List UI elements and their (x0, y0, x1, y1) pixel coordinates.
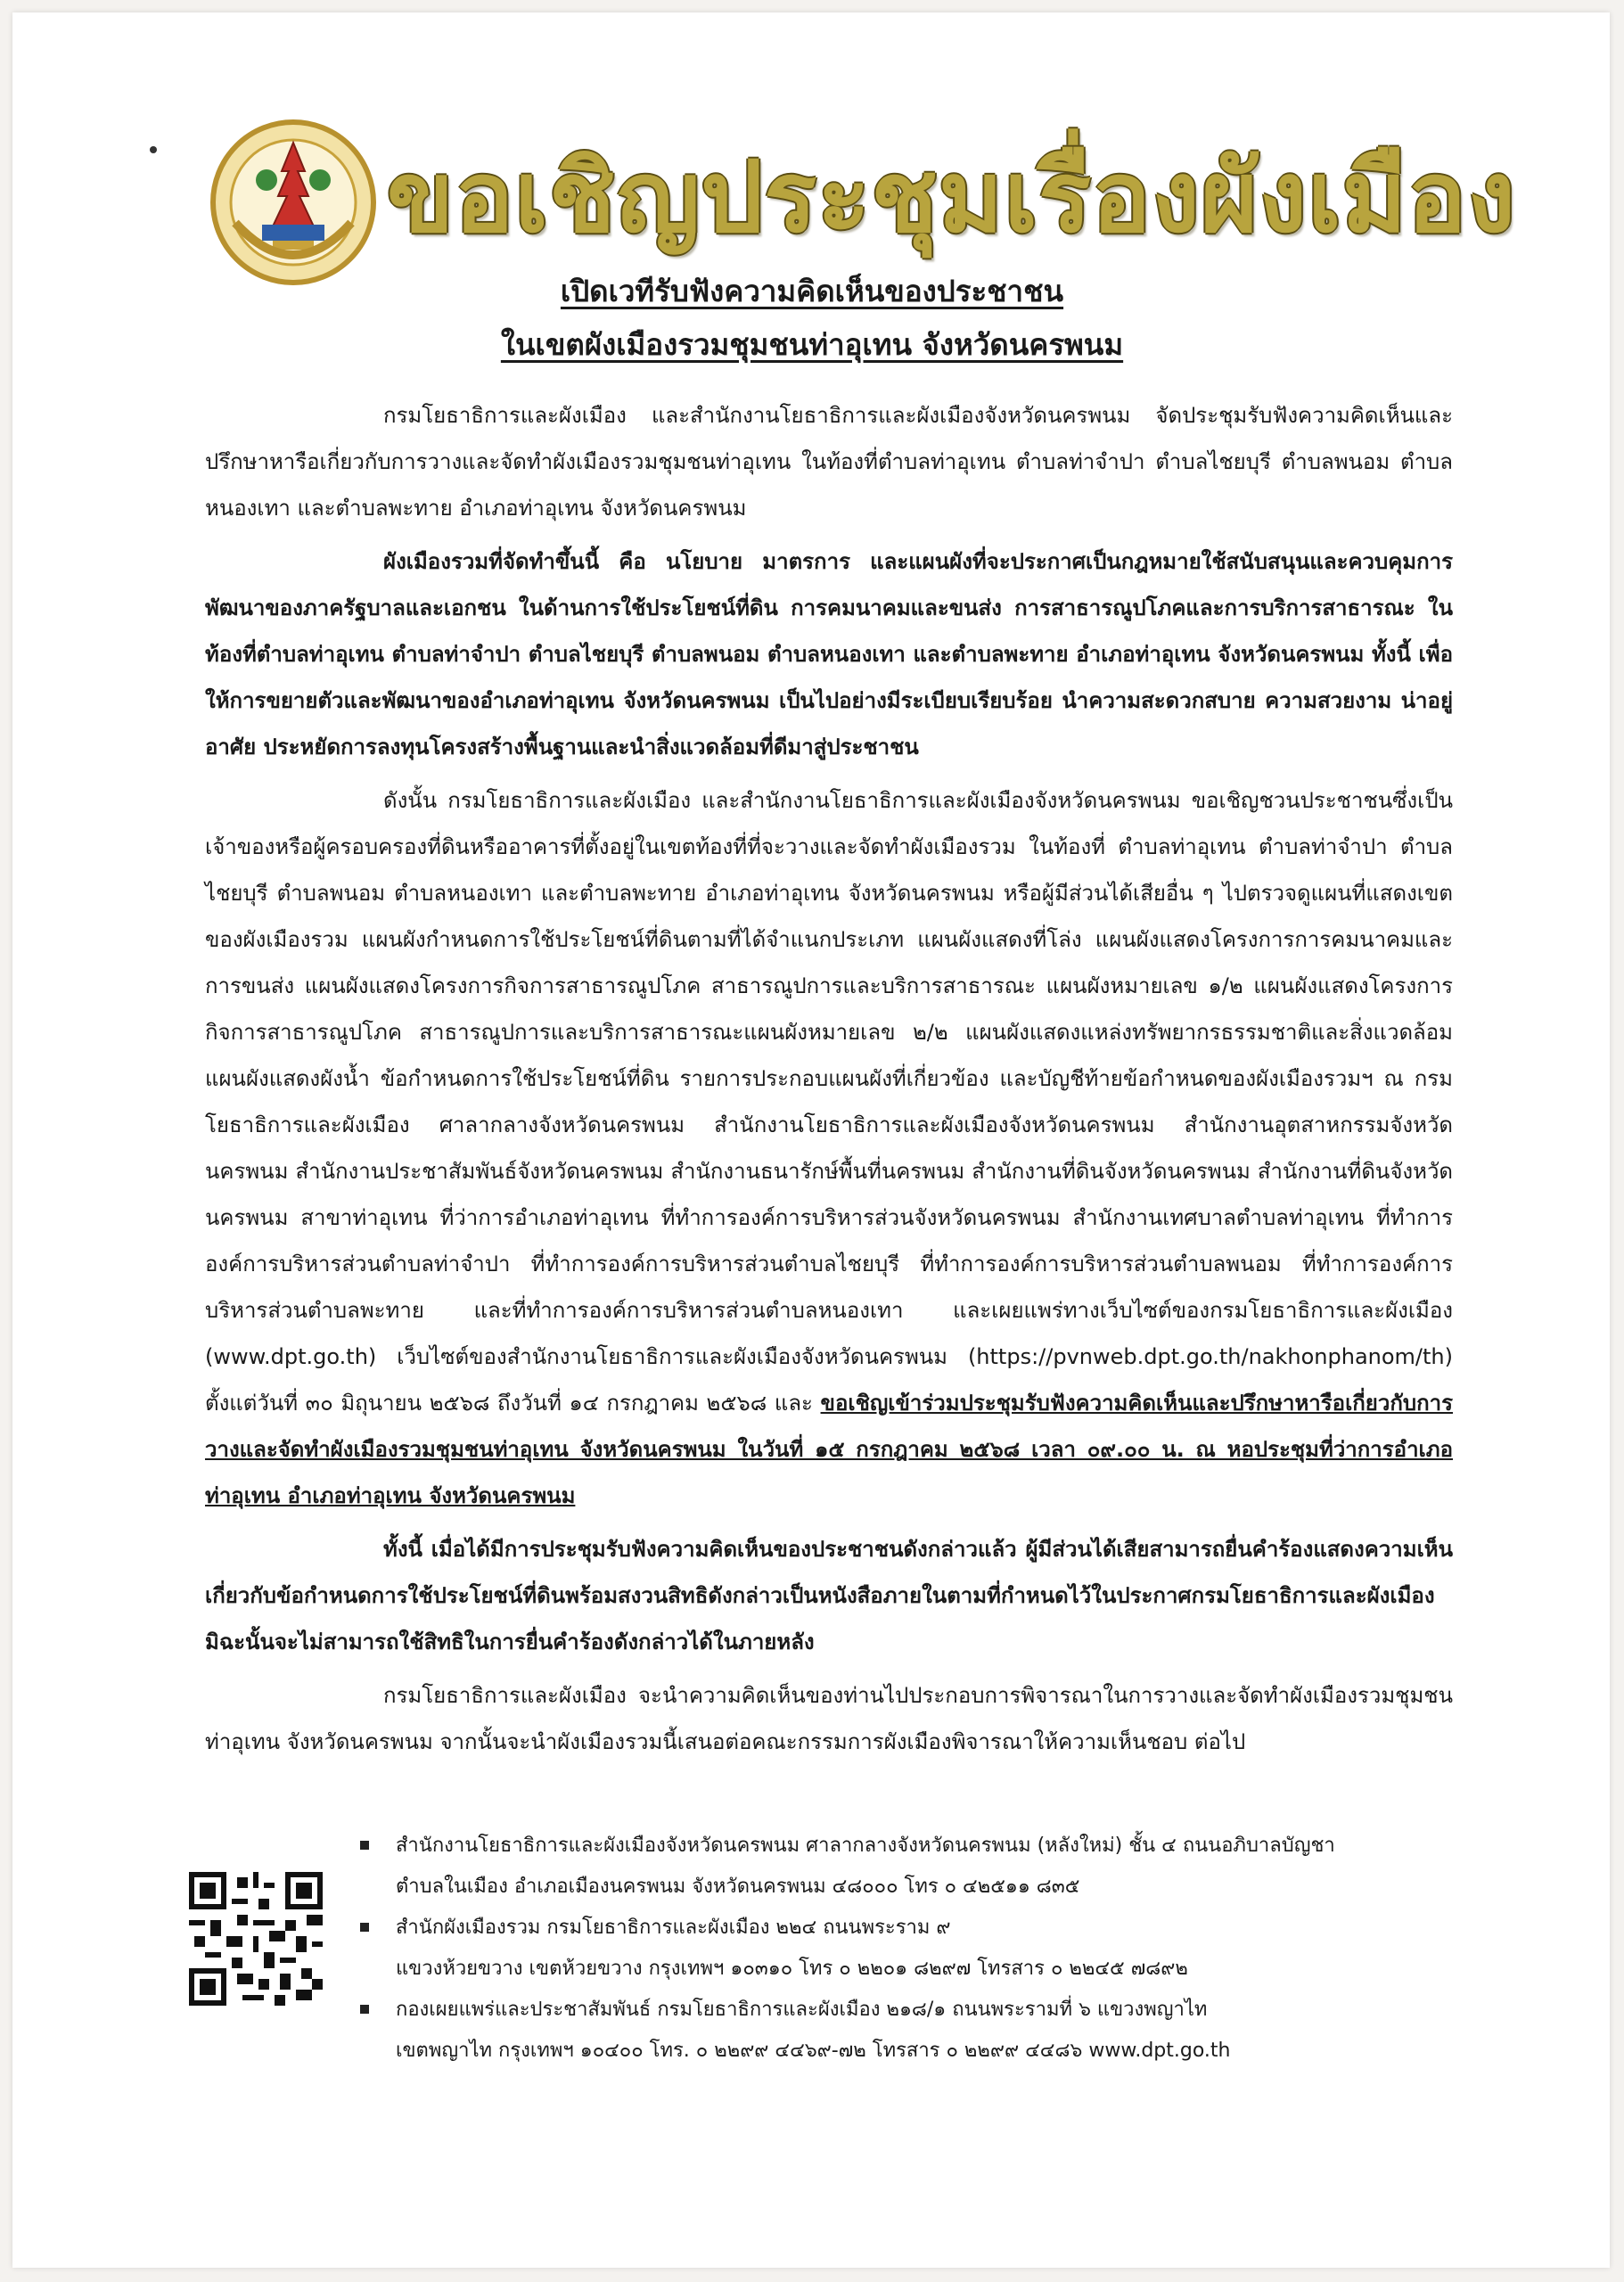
contact-line-1: สำนักงานโยธาธิการและผังเมืองจังหวัดนครพนม ศาลากลางจังหวัดนครพนม (หลังใหม่) ชั้น ๔ ถนนอภิบาลบัญชา (396, 1835, 1335, 1857)
subtitle-line-1: เปิดเวทีรับฟังความคิดเห็นของประชาชน (560, 274, 1064, 308)
contact-line-2: ตำบลในเมือง อำเภอเมืองนครพนม จังหวัดนครพนม ๔๘๐๐๐ โทร ๐ ๔๒๕๑๑ ๘๓๕ (396, 1876, 1080, 1898)
paragraph-5: กรมโยธาธิการและผังเมือง จะนำความคิดเห็นของท่านไปประกอบการพิจารณาในการวางและจัดทำผังเมืองรวมชุมชนท่าอุเทน จังหวัดนครพนม จากนั้นจะนำผังเมืองรวมนี้เสนอต่อคณะกรรมการผังเมืองพิจารณาให้ความเห็นชอบ ต่อไป (205, 1683, 1453, 1754)
page-title: ขอเชิญประชุมเรื่องผังเมือง (387, 140, 1516, 254)
paragraph-3 (205, 777, 1453, 1519)
contact-line-1: กองเผยแพร่และประชาสัมพันธ์ กรมโยธาธิการและผังเมือง ๒๑๘/๑ ถนนพระรามที่ ๖ แขวงพญาไท (396, 1999, 1208, 2021)
meeting-notice: ขอเชิญเข้าร่วมประชุมรับฟังความคิดเห็นและปรึกษาหารือเกี่ยวกับการวางและจัดทำผังเมืองรวมชุมชนท่าอุเทน จังหวัดนครพนม ในวันที่ ๑๕ กรกฎาคม ๒๕๖๘ เวลา ๐๙.๐๐ น. ณ หอประชุมที่ว่าการอำเภอท่าอุเทน อำเภอท่าอุเทน จังหวัดนครพนม (205, 1391, 1453, 1508)
contact-item (357, 1826, 1444, 1908)
paragraph-2: ผังเมืองรวมที่จัดทำขึ้นนี้ คือ นโยบาย มาตรการ และแผนผังที่จะประกาศเป็นกฎหมายใช้สนับสนุนและควบคุมการพัฒนาของภาครัฐบาลและเอกชน ในด้านการใช้ประโยชน์ที่ดิน การคมนาคมและขนส่ง การสาธารณูปโภคและการบริการสาธารณะ ในท้องที่ตำบลท่าอุเทน ตำบลท่าจำปา ตำบลไชยบุรี ตำบลพนอม ตำบลหนองเทา และตำบลพะทาย อำเภอท่าอุเทน จังหวัดนครพนม ทั้งนี้ เพื่อให้การขยายตัวและพัฒนาของอำเภอท่าอุเทน จังหวัดนครพนม เป็นไปอย่างมีระเบียบเรียบร้อย นำความสะดวกสบาย ความสวยงาม น่าอยู่อาศัย ประหยัดการลงทุนโครงสร้างพื้นฐานและนำสิ่งแวดล้อมที่ดีมาสู่ประชาชน (205, 549, 1453, 759)
paragraph-1: กรมโยธาธิการและผังเมือง และสำนักงานโยธาธิการและผังเมืองจังหวัดนครพนม จัดประชุมรับฟังความคิดเห็นและปรึกษาหารือเกี่ยวกับการวางและจัดทำผังเมืองรวมชุมชนท่าอุเทน ในท้องที่ตำบลท่าอุเทน ตำบลท่าจำปา ตำบลไชยบุรี ตำบลพนอม ตำบลหนองเทา และตำบลพะทาย อำเภอท่าอุเทน จังหวัดนครพนม (205, 403, 1453, 521)
square-bullet-icon (360, 2005, 369, 2014)
subtitle-line-2: ในเขตผังเมืองรวมชุมชนท่าอุเทน จังหวัดนครพนม (500, 327, 1124, 362)
contact-item (357, 1908, 1444, 1990)
paragraph-4: ทั้งนี้ เมื่อได้มีการประชุมรับฟังความคิดเห็นของประชาชนดังกล่าวแล้ว ผู้มีส่วนได้เสียสามารถยื่นคำร้องแสดงความเห็นเกี่ยวกับข้อกำหนดการใช้ประโยชน์ที่ดินพร้อมสงวนสิทธิดังกล่าวเป็นหนังสือภายในตามที่กำหนดไว้ในประกาศกรมโยธาธิการและผังเมือง มิฉะนั้นจะไม่สามารถใช้สิทธิในการยื่นคำร้องดังกล่าวได้ในภายหลัง (205, 1537, 1453, 1654)
department-emblem-icon (209, 118, 378, 287)
announcement-body (205, 392, 1453, 1772)
qr-wrap (189, 1867, 323, 2001)
contacts-ul (357, 1826, 1444, 2072)
square-bullet-icon (360, 1923, 369, 1932)
contacts-block (357, 1826, 1444, 2072)
square-bullet-icon (360, 1841, 369, 1850)
paragraph-3-text: ดังนั้น กรมโยธาธิการและผังเมือง และสำนักงานโยธาธิการและผังเมืองจังหวัดนครพนม ขอเชิญชวนประชาชนซึ่งเป็นเจ้าของหรือผู้ครอบครองที่ดินหรืออาคารที่ตั้งอยู่ในเขตท้องที่ที่จะวางและจัดทำผังเมืองรวม ในท้องที่ ตำบลท่าอุเทน ตำบลท่าจำปา ตำบลไชยบุรี ตำบลพนอม ตำบลหนองเทา และตำบลพะทาย อำเภอท่าอุเทน จังหวัดนครพนม หรือผู้มีส่วนได้เสียอื่น ๆ ไปตรวจดูแผนที่แสดงเขตของผังเมืองรวม แผนผังกำหนดการใช้ประโยชน์ที่ดินตามที่ได้จำแนกประเภท แผนผังแสดงที่โล่ง แผนผังแสดงโครงการการคมนาคมและการขนส่ง แผนผังแสดงโครงการกิจการสาธารณูปโภค สาธารณูปการและบริการสาธารณะ แผนผังหมายเลข ๑/๒ แผนผังแสดงโครงการกิจการสาธารณูปโภค สาธารณูปการและบริการสาธารณะแผนผังหมายเลข ๒/๒ แผนผังแสดงแหล่งทรัพยากรธรรมชาติและสิ่งแวดล้อม แผนผังแสดงผังน้ำ ข้อกำหนดการใช้ประโยชน์ที่ดิน รายการประกอบแผนผังที่เกี่ยวข้อง และบัญชีท้ายข้อกำหนดของผังเมืองรวมฯ ณ กรมโยธาธิการและผังเมือง ศาลากลางจังหวัดนครพนม สำนักงานโยธาธิการและผังเมืองจังหวัดนครพนม สำนักงานอุตสาหกรรมจังหวัดนครพนม สำนักงานประชาสัมพันธ์จังหวัดนครพนม สำนักงานธนารักษ์พื้นที่นครพนม สำนักงานที่ดินจังหวัดนครพนม สำนักงานที่ดินจังหวัดนครพนม สาขาท่าอุเทน ที่ว่าการอำเภอท่าอุเทน ที่ทำการองค์การบริหารส่วนจังหวัดนครพนม สำนักงานเทศบาลตำบลท่าอุเทน ที่ทำการองค์การบริหารส่วนตำบลท่าจำปา ที่ทำการองค์การบริหารส่วนตำบลไชยบุรี ที่ทำการองค์การบริหารส่วนตำบลพนอม ที่ทำการองค์การบริหารส่วนตำบลพะทาย และที่ทำการองค์การบริหารส่วนตำบลหนองเทา และเผยแพร่ทางเว็บไซต์ของกรมโยธาธิการและผังเมือง (www.dpt.go.th) เว็บไซต์ของสำนักงานโยธาธิการและผังเมืองจังหวัดนครพนม (https://pvnweb.dpt.go.th/nakhonphanom/th) ตั้งแต่วันที่ ๓๐ มิถุนายน ๒๕๖๘ ถึงวันที่ ๑๔ กรกฎาคม ๒๕๖๘ และ (205, 788, 1453, 1416)
ink-dot (150, 146, 157, 153)
contact-line-2: เขตพญาไท กรุงเทพฯ ๑๐๔๐๐ โทร. ๐ ๒๒๙๙ ๔๔๖๙-๗๒ โทรสาร ๐ ๒๒๙๙ ๔๔๘๖ www.dpt.go.th (396, 2040, 1231, 2062)
contact-item (357, 1990, 1444, 2072)
contact-line-1: สำนักผังเมืองรวม กรมโยธาธิการและผังเมือง ๒๒๔ ถนนพระราม ๙ (396, 1917, 951, 1939)
contact-line-2: แขวงห้วยขวาง เขตห้วยขวาง กรุงเทพฯ ๑๐๓๑๐ โทร ๐ ๒๒๐๑ ๘๒๙๗ โทรสาร ๐ ๒๒๔๕ ๗๘๙๒ (396, 1958, 1188, 1980)
